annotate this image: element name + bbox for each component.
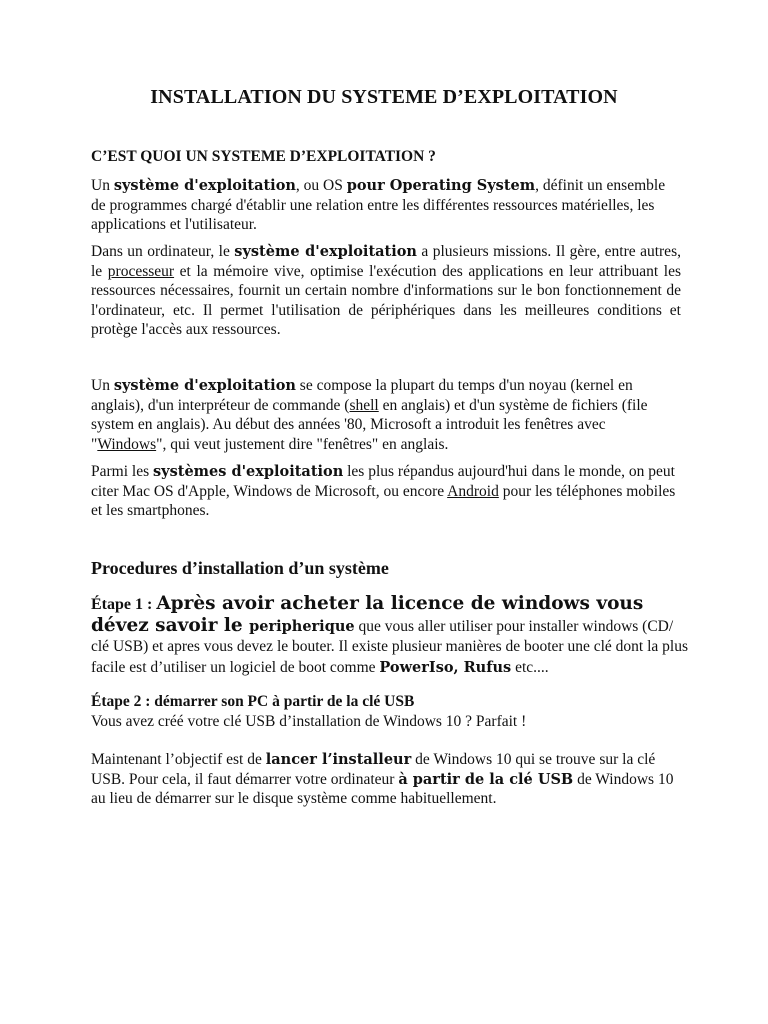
paragraph-definition: Un système d'exploitation, ou OS pour Operating System, définit un ensemble de programmes chargé d'établir une relation entre les différentes ressources matérielles, les applications et l'utilisateur. — [91, 177, 666, 233]
step-1-lead: Après avoir acheter la licence de windows vous dévez savoir le — [91, 593, 644, 636]
link-windows[interactable]: Windows — [97, 435, 157, 453]
bold-term: lancer l’installeur — [265, 751, 412, 768]
section-heading-what-is-os: C’EST QUOI UN SYSTEME D’EXPLOITATION ? — [91, 148, 436, 165]
step-1: Étape 1 : Après avoir acheter la licence de windows vous dévez savoir le peripherique que vous aller utiliser pour installer windows (CD/ clé USB) et apres vous devez le bouter. Il existe plusieur manières de booter une clé dont la plus facile est d’utiliser un logiciel de boot comme PowerIso, Rufus etc.... — [91, 593, 688, 676]
bold-term: système d'exploitation — [113, 177, 296, 194]
bold-term: systèmes d'exploitation — [153, 463, 344, 480]
section-heading-procedures: Procedures d’installation d’un système — [91, 558, 389, 578]
link-android[interactable]: Android — [447, 482, 499, 500]
step-1-label: Étape 1 : — [91, 596, 157, 613]
paragraph-composition: Un système d'exploitation se compose la plupart du temps d'un noyau (kernel en anglais), d'un interpréteur de commande (shell en anglais) et d'un système de fichiers (file system en anglais). Au début des années '80, Microsoft a introduit les fenêtres avec "Windows", qui veut justement dire "fenêtres" en anglais. — [91, 377, 648, 453]
link-processeur[interactable]: processeur — [107, 262, 175, 280]
bold-term: PowerIso, Rufus — [379, 658, 512, 676]
step-2-title: Étape 2 : démarrer son PC à partir de la clé USB — [91, 693, 415, 710]
bold-term: pour Operating System — [346, 177, 536, 194]
step-2 — [91, 692, 681, 732]
document-title: INSTALLATION DU SYSTEME D’EXPLOITATION — [150, 86, 618, 108]
paragraph-popular-os: Parmi les systèmes d'exploitation les plus répandus aujourd'hui dans le monde, on peut citer Mac OS d'Apple, Windows de Microsoft, ou encore Android pour les téléphones mobiles et les smartphones. — [91, 463, 676, 519]
bold-term: système d'exploitation — [234, 243, 417, 260]
bold-term: peripherique — [249, 617, 355, 635]
paragraph-missions: Dans un ordinateur, le système d'exploitation a plusieurs missions. Il gère, entre autres, le processeur et la mémoire vive, optimise l'exécution des applications en leur attribuant les ressources nécessaires, fournit un certain nombre d'informations sur le bon fonctionnement de l'ordinateur, etc. Il permet l'utilisation de périphériques dans les meilleures conditions et protège l'accès aux ressources. — [91, 243, 681, 338]
bold-term: système d'exploitation — [113, 377, 296, 394]
step-2-line: Vous avez créé votre clé USB d’installation de Windows 10 ? Parfait ! — [91, 713, 527, 730]
paragraph-launch-installer: Maintenant l’objectif est de lancer l’installeur de Windows 10 qui se trouve sur la clé USB. Pour cela, il faut démarrer votre ordinateur à partir de la clé USB de Windows 10 au lieu de démarrer sur le disque système comme habituellement. — [91, 751, 674, 807]
bold-term: à partir de la clé USB — [398, 770, 574, 788]
link-shell[interactable]: shell — [349, 396, 379, 414]
